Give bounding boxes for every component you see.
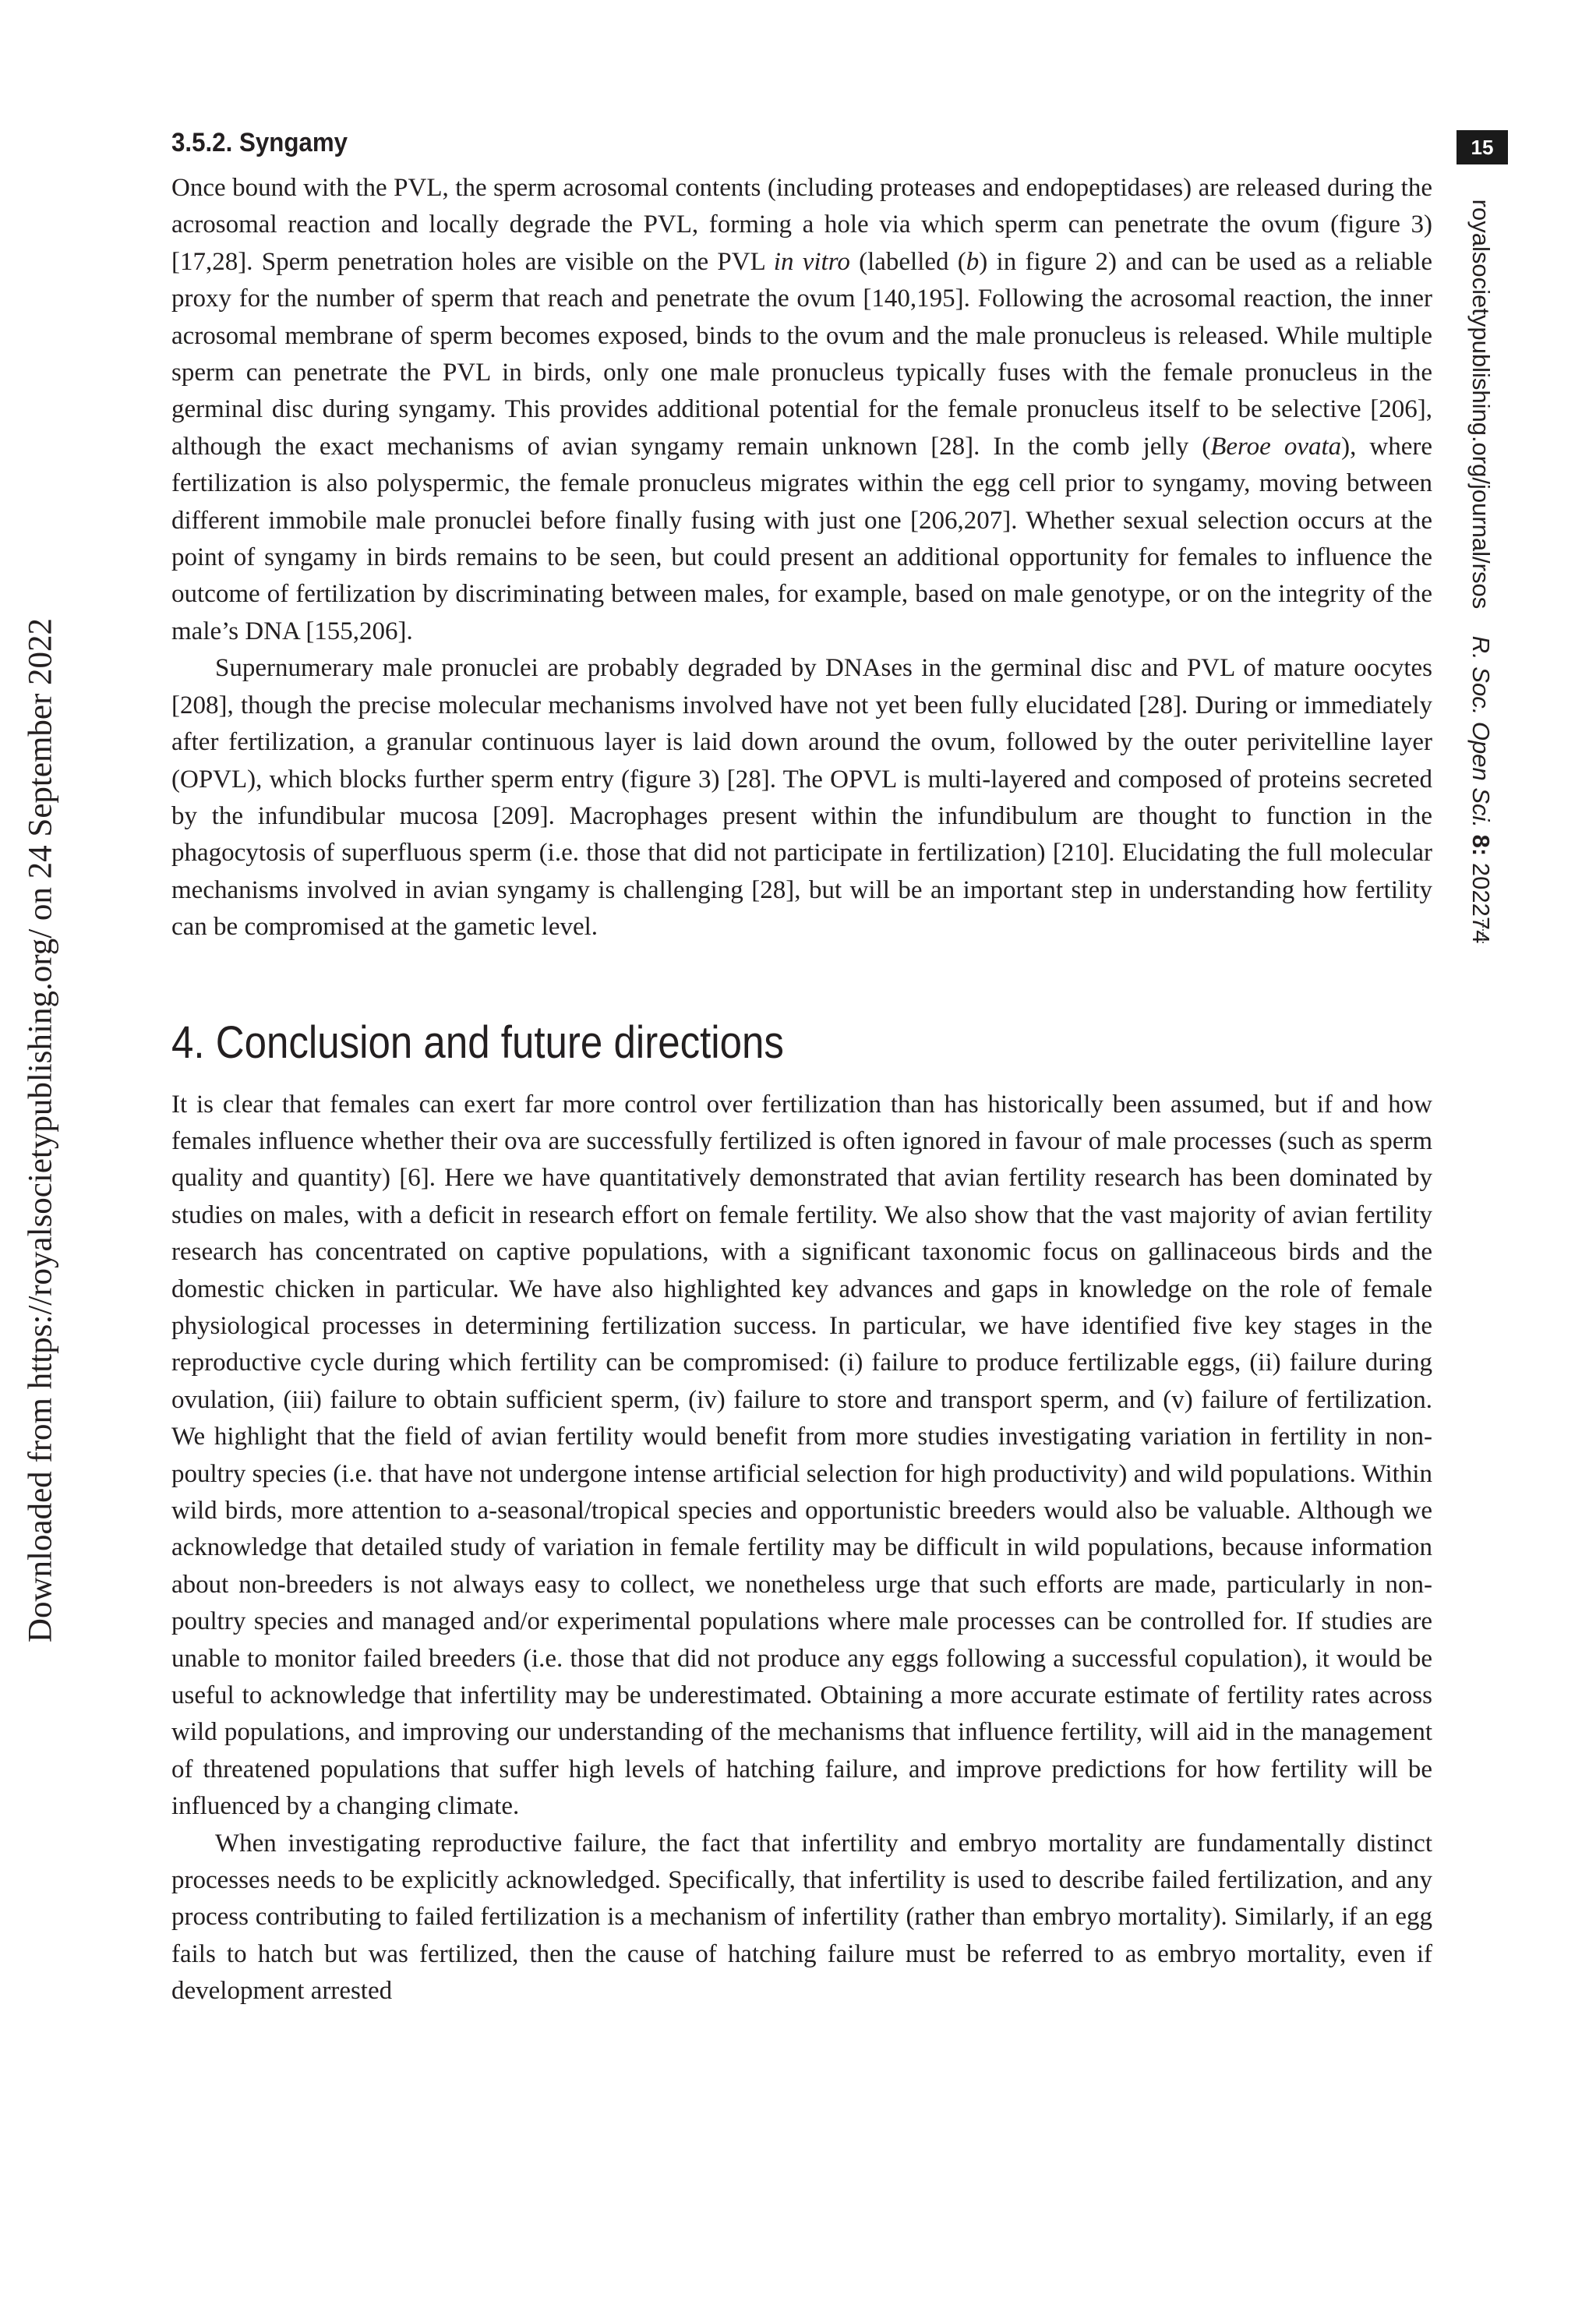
paragraph: Once bound with the PVL, the sperm acrosomal contents (including proteases and endopeptidases) are released during the acrosomal reaction and locally degrade the PVL, forming a hole via which sperm can penetrate the ovum (figure 3) [17,28]. Sperm penetration holes are visible on the PVL in vitro (labelled (b) in figure 2) and can be used as a reliable proxy for the number of sperm that reach and penetrate the ovum [140,195]. Following the acrosomal reaction, the inner acrosomal membrane of sperm becomes exposed, binds to the ovum and the male pronucleus is released. While multiple sperm can penetrate the PVL in birds, only one male pronucleus typically fuses with the female pronucleus in the germinal disc during syngamy. This provides additional potential for the female pronucleus itself to be selective [206], although the exact mechanisms of avian syngamy remain unknown [28]. In the comb jelly (Beroe ovata), where fertilization is also polyspermic, the female pronucleus migrates within the egg cell prior to syngamy, moving between different immobile male pronuclei before finally fusing with just one [206,207]. Whether sexual selection occurs at the point of syngamy in birds remains to be seen, but could present an additional opportunity for females to influence the outcome of fertilization by discriminating between males, for example, based on male genotype, or on the integrity of the male’s DNA [155,206].	[171, 174, 1433, 645]
sidebar-dotted-rule	[1482, 920, 1484, 943]
journal-name: R. Soc. Open Sci.	[1467, 635, 1495, 828]
article-body	[171, 125, 1432, 2010]
download-watermark	[9, 538, 72, 1723]
download-note: Downloaded from https://royalsocietypublishing.org/ on 24 September 2022	[22, 617, 59, 1643]
section-heading: 4. Conclusion and future directions	[171, 1016, 784, 1068]
article-number: 202274	[1467, 862, 1495, 943]
paragraph: Supernumerary male pronuclei are probably degraded by DNAses in the germinal disc and PVL of mature oocytes [208], though the precise molecular mechanisms involved have not yet been fully elucidated [28]. During or immediately after fertilization, a granular continuous layer is laid down around the ovum, followed by the outer perivitelline layer (OPVL), which blocks further sperm entry (figure 3) [28]. The OPVL is multi-layered and composed of proteins secreted by the infundibular mucosa [209]. Macrophages present within the infundibulum are thought to function in the phagocytosis of superfluous sperm (i.e. those that did not participate in fertilization) [210]. Elucidating the full molecular mechanisms involved in avian syngamy is challenging [28], but will be an important step in understanding how fertility can be compromised at the gametic level.	[171, 654, 1432, 942]
subsection-heading: 3.5.2. Syngamy	[171, 128, 348, 157]
journal-sidebar	[1457, 191, 1504, 951]
page-number: 15	[1457, 130, 1508, 164]
paragraph: It is clear that females can exert far more control over fertilization than has historically been assumed, but if and how females influence whether their ova are successfully fertilized is often ignored in favour of male processes (such as sperm quality and quantity) [6]. Here we have quantitatively demonstrated that avian fertility research has been dominated by studies on males, with a deficit in research effort on female fertility. We also show that the vast majority of avian fertility research has concentrated on captive populations, with a significant taxonomic focus on gallinaceous birds and the domestic chicken in particular. We have also highlighted key advances and gaps in knowledge on the role of female physiological processes in determining fertilization success. In particular, we have identified five key stages in the reproductive cycle during which fertility can be compromised: (i) failure to produce fertilizable eggs, (ii) failure during ovulation, (iii) failure to obtain sufficient sperm, (iv) failure to store and transport sperm, and (v) failure of fertilization. We highlight that the field of avian fertility would benefit from more studies investigating variation in fertility in non-poultry species (i.e. that have not undergone intense artificial selection for high productivity) and wild populations. Within wild birds, more attention to a-seasonal/tropical species and opportunistic breeders would also be valuable. Although we acknowledge that detailed study of variation in female fertility may be difficult in wild populations, because information about non-breeders is not always easy to collect, we nonetheless urge that such efforts are made, particularly in non-poultry species and managed and/or experimental populations where male processes can be controlled for. If studies are unable to monitor failed breeders (i.e. those that did not produce any eggs following a successful copulation), it would be useful to acknowledge that infertility may be underestimated. Obtaining a more accurate estimate of fertility rates across wild populations, and improving our understanding of the mechanisms that influence fertility, will aid in the management of threatened populations that suffer high levels of hatching failure, and improve predictions for how fertility will be influenced by a changing climate.	[171, 1090, 1432, 1821]
paragraph: When investigating reproductive failure, the fact that infertility and embryo mortality are fundamentally distinct processes needs to be explicitly acknowledged. Specifically, that infertility is used to describe failed fertilization, and any process contributing to failed fertilization is a mechanism of infertility (rather than embryo mortality). Similarly, if an egg fails to hatch but was fertilized, then the cause of hatching failure must be referred to as embryo mortality, even if development arrested	[171, 1829, 1432, 2006]
journal-url[interactable]: royalsocietypublishing.org/journal/rsos	[1467, 199, 1495, 609]
journal-volume: 8:	[1467, 834, 1495, 856]
